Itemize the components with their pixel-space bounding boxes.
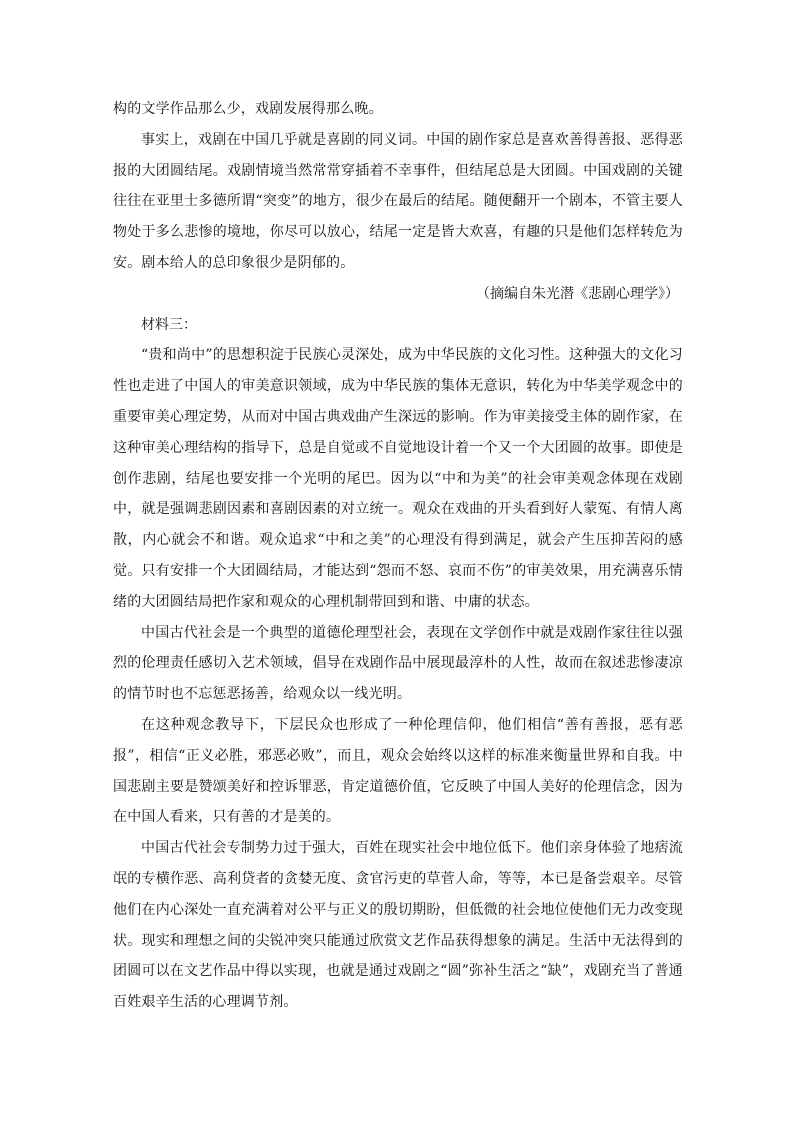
paragraph-comedy-synonym: 事实上，戏剧在中国几乎就是喜剧的同义词。中国的剧作家总是喜欢善得善报、恶得恶报的大团圆结尾。戏剧情境当然常常穿插着不幸事件，但结尾总是大团圆。中国戏剧的关键往往在亚里士多德所谓“突变”的地方，很少在最后的结尾。随便翻开一个剧本，不管主要人物处于多么悲惨的境地，你尽可以放心，结尾一定是皆大欢喜，有趣的只是他们怎样转危为安。剧本给人的总印象很少是阴郁的。 [113, 131, 683, 271]
paragraph-ethics-society: 中国古代社会是一个典型的道德伦理型社会，表现在文学创作中就是戏剧作家往往以强烈的伦理责任感切入艺术领域，倡导在戏剧作品中展现最淳朴的人性，故而在叙述悲惨凄凉的情节时也不忘惩恶扬善，给观众以一线光明。 [113, 624, 683, 703]
paragraph-harmony: “贵和尚中”的思想积淀于民族心灵深处，成为中华民族的文化习性。这种强大的文化习性也走进了中国人的审美意识领域，成为中华民族的集体无意识，转化为中华美学观念中的重要审美心理定势，从而对中国古典戏曲产生深远的影响。作为审美接受主体的剧作家，在这种审美心理结构的指导下，总是自觉或不自觉地设计着一个又一个大团圆的故事。即使是创作悲剧，结尾也要安排一个光明的尾巴。因为以“中和为美”的社会审美观念体现在戏剧中，就是强调悲剧因素和喜剧因素的对立统一。观众在戏曲的开头看到好人蒙冤、有情人离散，内心就会不和谐。观众追求“中和之美”的心理没有得到满足，就会产生压抑苦闷的感觉。只有安排一个大团圆结局，才能达到“怨而不怒、哀而不伤”的审美效果，用充满喜乐情绪的大团圆结局把作家和观众的心理机制带回到和谐、中庸的状态。 [113, 347, 683, 610]
source-citation: （摘编自朱光潜《悲剧心理学》） [476, 285, 679, 302]
continued-paragraph: 构的文学作品那么少，戏剧发展得那么晚。 [113, 101, 383, 117]
document-page [113, 94, 683, 1018]
paragraph-ethical-belief: 在这种观念教导下，下层民众也形成了一种伦理信仰，他们相信“善有善报，恶有恶报”，相信“正义必胜，邪恶必败”，而且，观众会始终以这样的标准来衡量世界和自我。中国悲剧主要是赞颂美好和控诉罪恶，肯定道德价值，它反映了中国人美好的伦理信念，因为在中国人看来，只有善的才是美的。 [113, 716, 683, 826]
material-three-heading: 材料三： [141, 316, 197, 333]
paragraph-despotism: 中国古代社会专制势力过于强大，百姓在现实社会中地位低下。他们亲身体验了地痞流氓的专横作恶、高利贷者的贪婪无度、贪官污吏的草菅人命，等等，本已是备尝艰辛。尽管他们在内心深处一直充满着对公平与正义的殷切期盼，但低微的社会地位使他们无力改变现状。现实和理想之间的尖锐冲突只能通过欣赏文艺作品获得想象的满足。生活中无法得到的团圆可以在文艺作品中得以实现，也就是通过戏剧之“圆”弥补生活之“缺”，戏剧充当了普通百姓艰辛生活的心理调节剂。 [113, 840, 683, 1011]
